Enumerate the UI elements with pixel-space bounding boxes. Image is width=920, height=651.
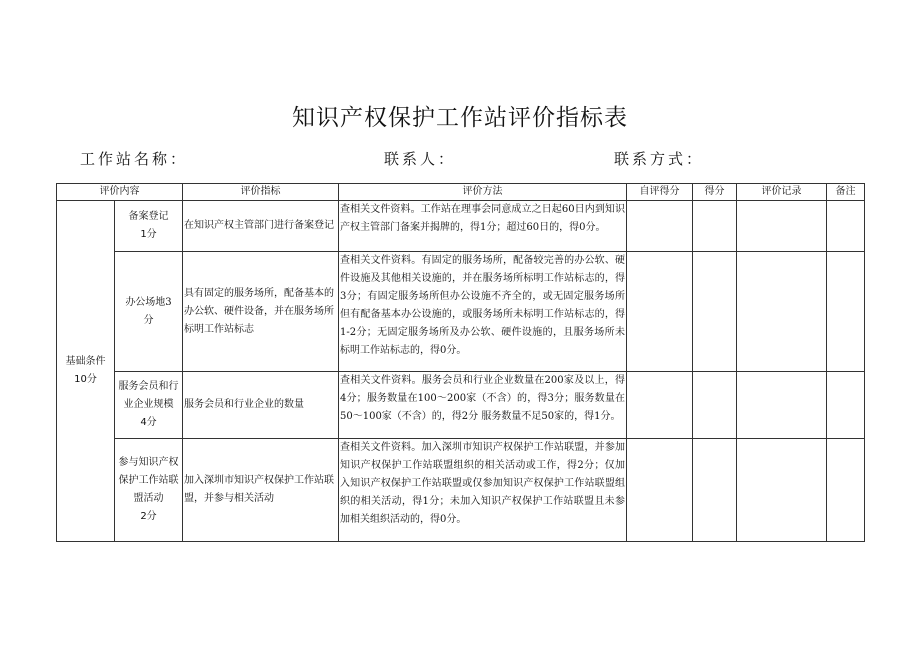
table-row (57, 439, 865, 542)
header-score: 得分 (693, 184, 737, 201)
self-score-cell[interactable] (627, 201, 693, 252)
table-row (57, 372, 865, 439)
category-name: 基础条件 (65, 356, 106, 367)
item-score: 1分 (140, 229, 157, 240)
indicator-cell: 服务会员和行业企业的数量 (183, 372, 339, 439)
remarks-cell[interactable] (827, 201, 865, 252)
header-row (57, 184, 865, 201)
item-name: 备案登记 (128, 211, 169, 222)
indicator-cell: 具有固定的服务场所，配备基本的办公软、硬件设备，并在服务场所标明工作站标志 (183, 252, 339, 372)
method-cell: 查相关文件资料。有固定的服务场所，配备较完善的办公软、硬件设施及其他相关设施的，并在服务场所标明工作站标志的，得3分；有固定服务场所但办公设施不齐全的，或无固定服务场所但有配备基本办公设施的，或服务场所未标明工作站标志的，得1-2分；无固定服务场所及办公软、硬件设施的，且服务场所未标明工作站标志的，得0分。 (339, 252, 627, 372)
category-score: 10分 (74, 374, 97, 385)
record-cell[interactable] (737, 201, 827, 252)
contact-method-label: 联系方式： (614, 150, 705, 168)
record-cell[interactable] (737, 372, 827, 439)
table-row (57, 252, 865, 372)
score-cell[interactable] (693, 201, 737, 252)
header-record: 评价记录 (737, 184, 827, 201)
self-score-cell[interactable] (627, 439, 693, 542)
page-title: 知识产权保护工作站评价指标表 (292, 105, 628, 131)
method-cell: 查相关文件资料。加入深圳市知识产权保护工作站联盟，并参加知识产权保护工作站联盟组织的相关活动或工作，得2分；仅加入知识产权保护工作站联盟或仅参加知识产权保护工作站联盟组织的相关活动，得1分；未加入知识产权保护工作站联盟且未参加相关组织活动的，得0分。 (339, 439, 627, 542)
self-score-cell[interactable] (627, 252, 693, 372)
remarks-cell[interactable] (827, 252, 865, 372)
indicator-cell: 加入深圳市知识产权保护工作站联盟，并参与相关活动 (183, 439, 339, 542)
header-method: 评价方法 (339, 184, 627, 201)
item-score: 分 (143, 314, 154, 326)
remarks-cell[interactable] (827, 372, 865, 439)
indicator-cell: 在知识产权主管部门进行备案登记 (183, 201, 339, 252)
remarks-cell[interactable] (827, 439, 865, 542)
item-name: 参与知识产权保护工作站联盟活动 (118, 457, 179, 504)
evaluation-table (56, 183, 865, 542)
item-score: 4分 (140, 417, 157, 428)
score-cell[interactable] (693, 252, 737, 372)
record-cell[interactable] (737, 252, 827, 372)
contact-person-label: 联系人： (384, 150, 457, 168)
item-cell (115, 252, 183, 372)
item-cell (115, 372, 183, 439)
score-cell[interactable] (693, 439, 737, 542)
header-self-score: 自评得分 (627, 184, 693, 201)
table-row (57, 201, 865, 252)
score-cell[interactable] (693, 372, 737, 439)
header-content: 评价内容 (57, 184, 183, 201)
station-name-label: 工作站名称： (80, 150, 189, 168)
header-indicator: 评价指标 (183, 184, 339, 201)
item-cell (115, 201, 183, 252)
item-cell (115, 439, 183, 542)
record-cell[interactable] (737, 439, 827, 542)
item-name: 服务会员和行业企业规模 (118, 381, 179, 410)
item-score: 2分 (140, 511, 157, 522)
item-name: 办公场地3 (125, 296, 172, 308)
self-score-cell[interactable] (627, 372, 693, 439)
method-cell: 查相关文件资料。服务会员和行业企业数量在200家及以上，得4分；服务数量在100～200家（不含）的，得3分；服务数量在50～100家（不含）的，得2分 服务数量不足50家的，得1分。 (339, 372, 627, 439)
category-cell (57, 201, 115, 542)
header-remarks: 备注 (827, 184, 865, 201)
method-cell: 查相关文件资料。工作站在理事会同意成立之日起60日内到知识产权主管部门备案并揭牌的，得1分；超过60日的，得0分。 (339, 201, 627, 252)
